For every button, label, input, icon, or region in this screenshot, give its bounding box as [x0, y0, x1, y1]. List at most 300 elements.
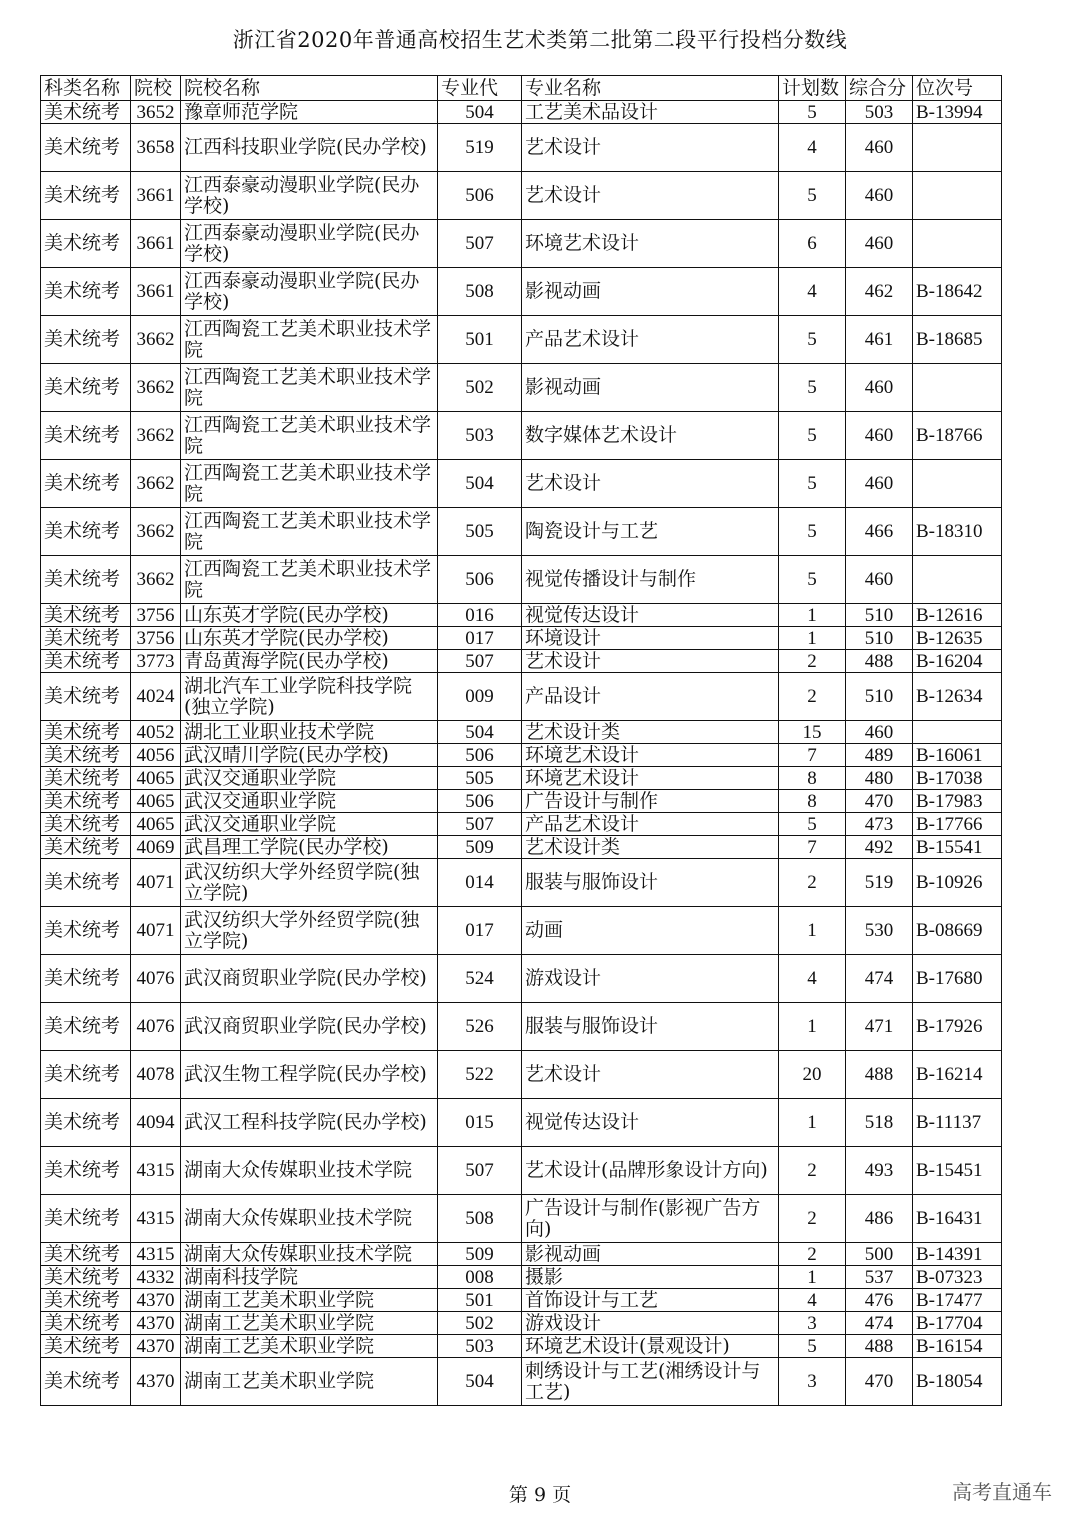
cell-school-name: 江西泰豪动漫职业学院(民办学校) [181, 220, 438, 268]
cell-score: 460 [846, 172, 913, 220]
cell-major-name: 游戏设计 [522, 1312, 779, 1335]
cell-major-name: 艺术设计 [522, 124, 779, 172]
cell-category: 美术统考 [41, 1289, 131, 1312]
cell-major-name: 首饰设计与工艺 [522, 1289, 779, 1312]
cell-school-code: 3661 [131, 172, 181, 220]
cell-major-code: 009 [438, 673, 522, 721]
header-school-code: 院校 [131, 76, 181, 101]
cell-school-code: 4065 [131, 790, 181, 813]
cell-plan-count: 1 [779, 907, 846, 955]
cell-major-code: 016 [438, 604, 522, 627]
cell-score: 474 [846, 1312, 913, 1335]
cell-rank: B-16061 [913, 744, 1002, 767]
cell-plan-count: 2 [779, 859, 846, 907]
cell-rank [913, 721, 1002, 744]
cell-rank: B-18310 [913, 508, 1002, 556]
cell-score: 503 [846, 101, 913, 124]
cell-category: 美术统考 [41, 1243, 131, 1266]
cell-category: 美术统考 [41, 859, 131, 907]
page-title: 浙江省2020年普通高校招生艺术类第二批第二段平行投档分数线 [232, 28, 848, 52]
table-row [41, 268, 1002, 316]
cell-major-name: 艺术设计类 [522, 836, 779, 859]
cell-rank [913, 460, 1002, 508]
cell-score: 492 [846, 836, 913, 859]
cell-school-name: 武汉工程科技学院(民办学校) [181, 1099, 438, 1147]
cell-plan-count: 5 [779, 813, 846, 836]
cell-major-code: 519 [438, 124, 522, 172]
cell-school-name: 武汉交通职业学院 [181, 813, 438, 836]
cell-major-code: 008 [438, 1266, 522, 1289]
cell-rank [913, 124, 1002, 172]
cell-rank: B-10926 [913, 859, 1002, 907]
cell-school-code: 4332 [131, 1266, 181, 1289]
cell-rank: B-17766 [913, 813, 1002, 836]
cell-major-name: 影视动画 [522, 268, 779, 316]
cell-rank [913, 220, 1002, 268]
cell-rank: B-17038 [913, 767, 1002, 790]
cell-major-code: 017 [438, 907, 522, 955]
cell-plan-count: 1 [779, 604, 846, 627]
cell-school-code: 4065 [131, 767, 181, 790]
cell-major-name: 影视动画 [522, 364, 779, 412]
cell-score: 537 [846, 1266, 913, 1289]
cell-rank: B-12616 [913, 604, 1002, 627]
cell-score: 460 [846, 460, 913, 508]
cell-major-code: 509 [438, 836, 522, 859]
cell-score: 470 [846, 790, 913, 813]
watermark: 高考直通车 [952, 1480, 1052, 1504]
table-row [41, 556, 1002, 604]
cell-school-code: 4370 [131, 1289, 181, 1312]
cell-plan-count: 7 [779, 744, 846, 767]
cell-school-name: 武汉商贸职业学院(民办学校) [181, 955, 438, 1003]
cell-rank: B-18766 [913, 412, 1002, 460]
header-rank: 位次号 [913, 76, 1002, 101]
table-row [41, 721, 1002, 744]
cell-score: 460 [846, 124, 913, 172]
table-row [41, 813, 1002, 836]
cell-major-name: 视觉传达设计 [522, 604, 779, 627]
table-row [41, 1003, 1002, 1051]
cell-school-code: 4315 [131, 1147, 181, 1195]
cell-rank: B-18642 [913, 268, 1002, 316]
cell-major-code: 524 [438, 955, 522, 1003]
cell-rank: B-17983 [913, 790, 1002, 813]
cell-school-code: 4370 [131, 1358, 181, 1406]
cell-category: 美术统考 [41, 220, 131, 268]
header-plan-count: 计划数 [779, 76, 846, 101]
cell-major-name: 游戏设计 [522, 955, 779, 1003]
table-row [41, 955, 1002, 1003]
cell-school-code: 3662 [131, 364, 181, 412]
cell-school-code: 4024 [131, 673, 181, 721]
cell-category: 美术统考 [41, 650, 131, 673]
cell-major-code: 502 [438, 364, 522, 412]
cell-major-name: 艺术设计(品牌形象设计方向) [522, 1147, 779, 1195]
cell-plan-count: 5 [779, 508, 846, 556]
cell-major-code: 505 [438, 767, 522, 790]
cell-plan-count: 2 [779, 1147, 846, 1195]
cell-score: 518 [846, 1099, 913, 1147]
cell-school-code: 4315 [131, 1243, 181, 1266]
cell-major-code: 015 [438, 1099, 522, 1147]
table-row [41, 1266, 1002, 1289]
cell-school-code: 3662 [131, 316, 181, 364]
cell-major-name: 动画 [522, 907, 779, 955]
cell-major-name: 视觉传达设计 [522, 1099, 779, 1147]
cell-school-name: 江西陶瓷工艺美术职业技术学院 [181, 460, 438, 508]
cell-school-name: 山东英才学院(民办学校) [181, 627, 438, 650]
cell-major-code: 503 [438, 412, 522, 460]
cell-major-name: 广告设计与制作(影视广告方向) [522, 1195, 779, 1243]
cell-major-name: 环境艺术设计 [522, 220, 779, 268]
table-row [41, 744, 1002, 767]
header-major-code: 专业代 [438, 76, 522, 101]
table-row [41, 627, 1002, 650]
cell-school-name: 武汉晴川学院(民办学校) [181, 744, 438, 767]
cell-school-code: 3773 [131, 650, 181, 673]
cell-school-code: 3662 [131, 508, 181, 556]
cell-score: 460 [846, 556, 913, 604]
cell-rank: B-17704 [913, 1312, 1002, 1335]
cell-school-name: 江西陶瓷工艺美术职业技术学院 [181, 316, 438, 364]
cell-major-code: 526 [438, 1003, 522, 1051]
cell-plan-count: 5 [779, 556, 846, 604]
cell-major-name: 艺术设计 [522, 1051, 779, 1099]
cell-major-code: 522 [438, 1051, 522, 1099]
cell-rank: B-12634 [913, 673, 1002, 721]
cell-rank: B-16431 [913, 1195, 1002, 1243]
cell-major-name: 服装与服饰设计 [522, 859, 779, 907]
cell-score: 470 [846, 1358, 913, 1406]
cell-school-name: 江西泰豪动漫职业学院(民办学校) [181, 268, 438, 316]
cell-major-name: 艺术设计类 [522, 721, 779, 744]
cell-major-code: 504 [438, 101, 522, 124]
cell-major-code: 509 [438, 1243, 522, 1266]
cell-plan-count: 2 [779, 650, 846, 673]
cell-score: 460 [846, 364, 913, 412]
cell-school-code: 4078 [131, 1051, 181, 1099]
table-row [41, 172, 1002, 220]
cell-school-name: 青岛黄海学院(民办学校) [181, 650, 438, 673]
cell-school-name: 豫章师范学院 [181, 101, 438, 124]
cell-major-name: 产品艺术设计 [522, 316, 779, 364]
cell-major-code: 501 [438, 1289, 522, 1312]
cell-category: 美术统考 [41, 101, 131, 124]
cell-score: 510 [846, 627, 913, 650]
table-row [41, 650, 1002, 673]
cell-major-name: 环境艺术设计(景观设计) [522, 1335, 779, 1358]
cell-school-name: 武汉商贸职业学院(民办学校) [181, 1003, 438, 1051]
cell-school-code: 4370 [131, 1335, 181, 1358]
cell-major-code: 508 [438, 1195, 522, 1243]
cell-school-name: 湖北汽车工业学院科技学院(独立学院) [181, 673, 438, 721]
cell-school-code: 4071 [131, 859, 181, 907]
cell-rank [913, 556, 1002, 604]
table-row [41, 836, 1002, 859]
cell-score: 488 [846, 650, 913, 673]
cell-category: 美术统考 [41, 460, 131, 508]
cell-score: 462 [846, 268, 913, 316]
cell-category: 美术统考 [41, 508, 131, 556]
cell-major-name: 广告设计与制作 [522, 790, 779, 813]
cell-major-name: 工艺美术品设计 [522, 101, 779, 124]
cell-rank: B-11137 [913, 1099, 1002, 1147]
cell-plan-count: 7 [779, 836, 846, 859]
cell-plan-count: 6 [779, 220, 846, 268]
cell-rank: B-17926 [913, 1003, 1002, 1051]
cell-plan-count: 5 [779, 364, 846, 412]
cell-plan-count: 5 [779, 101, 846, 124]
cell-major-name: 环境艺术设计 [522, 767, 779, 790]
cell-school-name: 湖南工艺美术职业学院 [181, 1358, 438, 1406]
cell-score: 471 [846, 1003, 913, 1051]
cell-major-code: 506 [438, 744, 522, 767]
cell-category: 美术统考 [41, 813, 131, 836]
cell-major-code: 507 [438, 1147, 522, 1195]
cell-school-name: 湖南工艺美术职业学院 [181, 1289, 438, 1312]
cell-score: 473 [846, 813, 913, 836]
cell-category: 美术统考 [41, 1051, 131, 1099]
table-row [41, 1335, 1002, 1358]
table-header-row [41, 76, 1002, 101]
cell-major-name: 艺术设计 [522, 460, 779, 508]
cell-score: 461 [846, 316, 913, 364]
cell-school-code: 3662 [131, 460, 181, 508]
table-row [41, 1358, 1002, 1406]
cell-category: 美术统考 [41, 721, 131, 744]
cell-score: 519 [846, 859, 913, 907]
cell-major-code: 501 [438, 316, 522, 364]
cell-major-name: 视觉传播设计与制作 [522, 556, 779, 604]
cell-score: 480 [846, 767, 913, 790]
table-row [41, 412, 1002, 460]
header-score: 综合分 [846, 76, 913, 101]
table-row [41, 508, 1002, 556]
cell-score: 493 [846, 1147, 913, 1195]
cell-plan-count: 2 [779, 1243, 846, 1266]
cell-plan-count: 1 [779, 1266, 846, 1289]
cell-major-name: 产品设计 [522, 673, 779, 721]
cell-category: 美术统考 [41, 1003, 131, 1051]
cell-rank [913, 364, 1002, 412]
cell-school-name: 江西科技职业学院(民办学校) [181, 124, 438, 172]
cell-school-name: 江西陶瓷工艺美术职业技术学院 [181, 508, 438, 556]
cell-category: 美术统考 [41, 364, 131, 412]
cell-category: 美术统考 [41, 1195, 131, 1243]
table-row [41, 1289, 1002, 1312]
table-row [41, 1147, 1002, 1195]
cell-school-name: 湖南工艺美术职业学院 [181, 1312, 438, 1335]
cell-school-code: 3652 [131, 101, 181, 124]
cell-school-code: 3756 [131, 604, 181, 627]
cell-category: 美术统考 [41, 556, 131, 604]
cell-plan-count: 1 [779, 1003, 846, 1051]
table-row [41, 124, 1002, 172]
cell-major-code: 507 [438, 650, 522, 673]
cell-major-name: 环境艺术设计 [522, 744, 779, 767]
cell-school-name: 湖南大众传媒职业技术学院 [181, 1195, 438, 1243]
cell-plan-count: 5 [779, 316, 846, 364]
cell-category: 美术统考 [41, 268, 131, 316]
cell-school-name: 山东英才学院(民办学校) [181, 604, 438, 627]
cell-plan-count: 1 [779, 1099, 846, 1147]
cell-score: 510 [846, 673, 913, 721]
cell-major-name: 数字媒体艺术设计 [522, 412, 779, 460]
cell-score: 476 [846, 1289, 913, 1312]
cell-school-name: 武汉纺织大学外经贸学院(独立学院) [181, 907, 438, 955]
cell-major-name: 艺术设计 [522, 172, 779, 220]
cell-category: 美术统考 [41, 907, 131, 955]
cell-school-code: 4069 [131, 836, 181, 859]
cell-rank: B-08669 [913, 907, 1002, 955]
cell-school-code: 4056 [131, 744, 181, 767]
cell-plan-count: 4 [779, 124, 846, 172]
cell-rank: B-18685 [913, 316, 1002, 364]
cell-rank: B-07323 [913, 1266, 1002, 1289]
cell-school-code: 4370 [131, 1312, 181, 1335]
cell-major-code: 508 [438, 268, 522, 316]
cell-major-name: 陶瓷设计与工艺 [522, 508, 779, 556]
cell-school-name: 武汉交通职业学院 [181, 767, 438, 790]
cell-major-code: 502 [438, 1312, 522, 1335]
cell-school-code: 4052 [131, 721, 181, 744]
cell-category: 美术统考 [41, 836, 131, 859]
cell-major-name: 影视动画 [522, 1243, 779, 1266]
cell-score: 474 [846, 955, 913, 1003]
cell-school-code: 4065 [131, 813, 181, 836]
cell-plan-count: 4 [779, 1289, 846, 1312]
cell-major-code: 505 [438, 508, 522, 556]
cell-school-name: 江西陶瓷工艺美术职业技术学院 [181, 412, 438, 460]
table-row [41, 1051, 1002, 1099]
cell-major-code: 507 [438, 220, 522, 268]
cell-score: 510 [846, 604, 913, 627]
cell-school-name: 武汉纺织大学外经贸学院(独立学院) [181, 859, 438, 907]
cell-major-name: 艺术设计 [522, 650, 779, 673]
table-row [41, 1312, 1002, 1335]
cell-category: 美术统考 [41, 955, 131, 1003]
cell-major-code: 506 [438, 556, 522, 604]
cell-school-name: 湖北工业职业技术学院 [181, 721, 438, 744]
cell-school-code: 4076 [131, 955, 181, 1003]
header-category: 科类名称 [41, 76, 131, 101]
cell-school-name: 湖南大众传媒职业技术学院 [181, 1243, 438, 1266]
cell-major-code: 504 [438, 1358, 522, 1406]
cell-plan-count: 2 [779, 1195, 846, 1243]
cell-score: 488 [846, 1051, 913, 1099]
cell-major-name: 产品艺术设计 [522, 813, 779, 836]
table-row [41, 220, 1002, 268]
table-row [41, 460, 1002, 508]
cell-category: 美术统考 [41, 744, 131, 767]
cell-score: 488 [846, 1335, 913, 1358]
cell-major-code: 504 [438, 721, 522, 744]
cell-plan-count: 5 [779, 172, 846, 220]
cell-plan-count: 4 [779, 268, 846, 316]
table-row [41, 1195, 1002, 1243]
cell-plan-count: 5 [779, 1335, 846, 1358]
cell-rank: B-16214 [913, 1051, 1002, 1099]
cell-plan-count: 15 [779, 721, 846, 744]
cell-major-code: 507 [438, 813, 522, 836]
cell-plan-count: 4 [779, 955, 846, 1003]
cell-school-name: 湖南科技学院 [181, 1266, 438, 1289]
cell-school-code: 3661 [131, 268, 181, 316]
table-row [41, 859, 1002, 907]
table-row [41, 316, 1002, 364]
cell-score: 460 [846, 220, 913, 268]
cell-school-name: 江西陶瓷工艺美术职业技术学院 [181, 364, 438, 412]
cell-plan-count: 5 [779, 412, 846, 460]
cell-school-name: 武昌理工学院(民办学校) [181, 836, 438, 859]
cell-major-name: 刺绣设计与工艺(湘绣设计与工艺) [522, 1358, 779, 1406]
cell-plan-count: 3 [779, 1358, 846, 1406]
cell-category: 美术统考 [41, 316, 131, 364]
cell-major-name: 服装与服饰设计 [522, 1003, 779, 1051]
cell-rank: B-14391 [913, 1243, 1002, 1266]
cell-category: 美术统考 [41, 1099, 131, 1147]
cell-rank: B-15451 [913, 1147, 1002, 1195]
cell-plan-count: 1 [779, 627, 846, 650]
cell-score: 489 [846, 744, 913, 767]
cell-score: 460 [846, 721, 913, 744]
cell-rank: B-15541 [913, 836, 1002, 859]
cell-category: 美术统考 [41, 1335, 131, 1358]
cell-school-name: 江西泰豪动漫职业学院(民办学校) [181, 172, 438, 220]
cell-school-name: 武汉生物工程学院(民办学校) [181, 1051, 438, 1099]
cell-major-code: 506 [438, 790, 522, 813]
cell-category: 美术统考 [41, 673, 131, 721]
cell-category: 美术统考 [41, 627, 131, 650]
cell-category: 美术统考 [41, 1266, 131, 1289]
cell-score: 486 [846, 1195, 913, 1243]
cell-major-name: 摄影 [522, 1266, 779, 1289]
cell-school-code: 3661 [131, 220, 181, 268]
score-table [40, 75, 1002, 1406]
cell-school-name: 湖南大众传媒职业技术学院 [181, 1147, 438, 1195]
table-row [41, 101, 1002, 124]
header-school-name: 院校名称 [181, 76, 438, 101]
cell-score: 500 [846, 1243, 913, 1266]
table-row [41, 1243, 1002, 1266]
table-row [41, 790, 1002, 813]
cell-score: 466 [846, 508, 913, 556]
cell-school-code: 4315 [131, 1195, 181, 1243]
cell-school-code: 4094 [131, 1099, 181, 1147]
cell-major-code: 506 [438, 172, 522, 220]
cell-plan-count: 8 [779, 767, 846, 790]
table-row [41, 767, 1002, 790]
table-row [41, 604, 1002, 627]
table-row [41, 907, 1002, 955]
cell-category: 美术统考 [41, 412, 131, 460]
header-major-name: 专业名称 [522, 76, 779, 101]
cell-rank: B-16204 [913, 650, 1002, 673]
cell-category: 美术统考 [41, 1147, 131, 1195]
cell-school-name: 湖南工艺美术职业学院 [181, 1335, 438, 1358]
cell-category: 美术统考 [41, 1358, 131, 1406]
cell-plan-count: 3 [779, 1312, 846, 1335]
table-row [41, 364, 1002, 412]
cell-school-name: 江西陶瓷工艺美术职业技术学院 [181, 556, 438, 604]
cell-plan-count: 20 [779, 1051, 846, 1099]
cell-school-code: 4076 [131, 1003, 181, 1051]
cell-major-code: 017 [438, 627, 522, 650]
cell-category: 美术统考 [41, 604, 131, 627]
table-row [41, 673, 1002, 721]
page-number: 第 9 页 [508, 1484, 572, 1506]
